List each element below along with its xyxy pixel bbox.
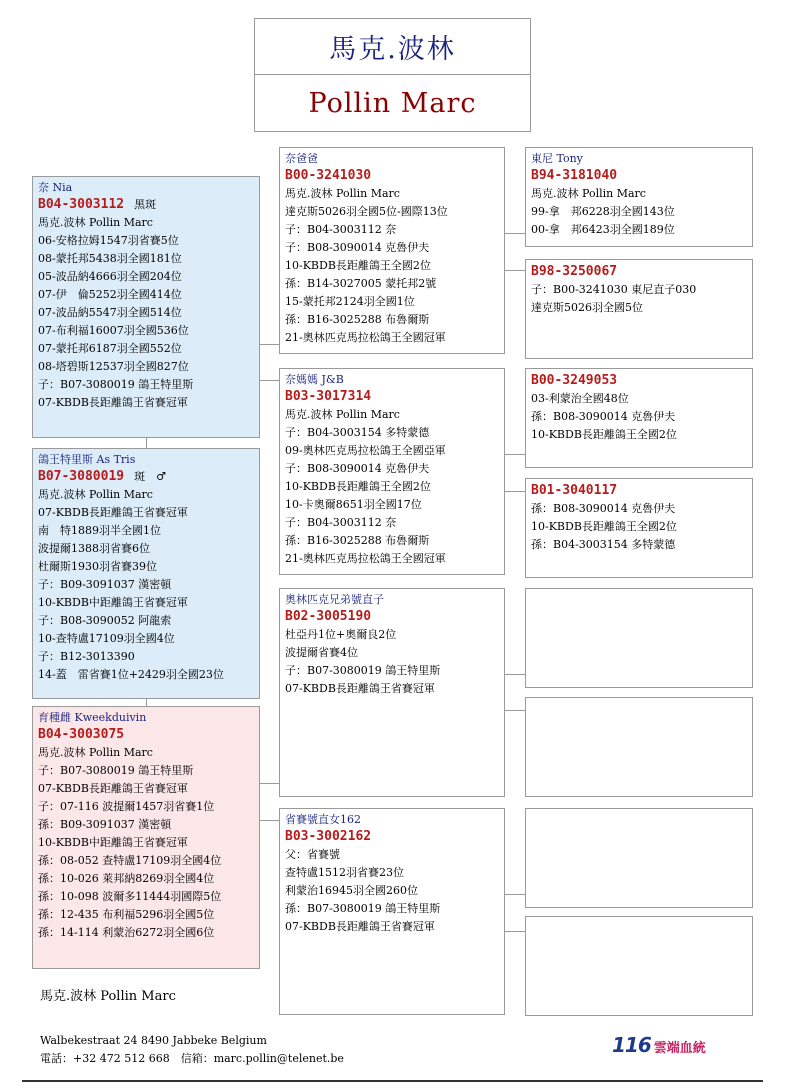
gs-line: 達克斯5026羽全國5位-國際13位 xyxy=(285,205,448,218)
gs-line: 馬克.波林 Pollin Marc xyxy=(285,187,400,200)
gs-line: 10-KBDB長距離鴿王全國2位 xyxy=(285,480,431,493)
sire-color: 斑 ♂ xyxy=(134,470,166,483)
ggp-line: 03-利蒙治全國48位 xyxy=(531,392,629,405)
connector xyxy=(504,233,525,234)
sire-line: 14-蓋 雷省賽1位+2429羽全國23位 xyxy=(38,668,224,681)
contact-info: 電話：+32 472 512 668 信箱：marc.pollin@telenet.be xyxy=(40,1052,344,1065)
gs-line: 15-蒙托邦2124羽全國1位 xyxy=(285,295,415,308)
connector xyxy=(259,820,280,821)
sire-line: 子：B12-3013390 xyxy=(38,650,135,663)
ggp-card-8 xyxy=(525,916,753,1016)
sire-ring: B07-3080019 斑 ♂ xyxy=(38,469,166,484)
sire-line: 波提爾1388羽省賽6位 xyxy=(38,542,150,555)
title-box xyxy=(254,18,531,132)
connector xyxy=(504,454,525,455)
subject-line: 07-波品納5547羽全國514位 xyxy=(38,306,182,319)
subject-line: 07-KBDB長距離鴿王省賽冠軍 xyxy=(38,396,188,409)
gs-line: 父：省賽號 xyxy=(285,848,340,861)
subject-line: 子：B07-3080019 鴿王特里斯 xyxy=(38,378,194,391)
title-english: Pollin Marc xyxy=(308,87,477,119)
sire-line: 子：B09-3091037 漢密頓 xyxy=(38,578,172,591)
gs-line: 杜亞丹1位+奧爾良2位 xyxy=(285,628,397,641)
dam-line: 孫：10-026 萊邦納8269羽全國4位 xyxy=(38,872,215,885)
granddam-paternal-card xyxy=(279,368,505,575)
breeder-name: 馬克.波林 Pollin Marc xyxy=(40,989,176,1004)
granddam-paternal-ring: B03-3017314 xyxy=(285,389,372,404)
gs-line: 21-奧林匹克馬拉松鴿王全國冠軍 xyxy=(285,331,446,344)
dam-line: 07-KBDB長距離鴿王省賽冠軍 xyxy=(38,782,188,795)
connector xyxy=(259,783,280,784)
gs-line: 10-KBDB長距離鴿王全國2位 xyxy=(285,259,431,272)
connector xyxy=(504,674,525,675)
sire-line: 南 特1889羽半全國1位 xyxy=(38,524,161,537)
logo xyxy=(612,1033,722,1055)
sire-line: 馬克.波林 Pollin Marc xyxy=(38,488,153,501)
gs-line: 孫：B07-3080019 鴿王特里斯 xyxy=(285,902,441,915)
subject-line: 07-蒙托邦6187羽全國552位 xyxy=(38,342,182,355)
grandsire-paternal-name: 奈爸爸 xyxy=(285,152,318,165)
ggp-line: 孫：B08-3090014 克魯伊夫 xyxy=(531,502,676,515)
subject-line: 馬克.波林 Pollin Marc xyxy=(38,216,153,229)
dam-line: 馬克.波林 Pollin Marc xyxy=(38,746,153,759)
ggp-card-3 xyxy=(525,368,753,468)
gs-line: 子：B04-3003112 奈 xyxy=(285,516,397,529)
granddam-paternal-name: 奈媽媽 J&B xyxy=(285,373,344,386)
contact-block xyxy=(40,1032,344,1068)
subject-line: 05-波品納4666羽全國204位 xyxy=(38,270,182,283)
logo-text: 雲端血統 xyxy=(653,1041,706,1056)
sire-line: 杜爾斯1930羽省賽39位 xyxy=(38,560,157,573)
granddam-maternal-ring: B03-3002162 xyxy=(285,829,372,844)
gs-line: 07-KBDB長距離鴿王省賽冠軍 xyxy=(285,920,435,933)
ggp-name: 東尼 Tony xyxy=(531,152,583,165)
ggp-card-7 xyxy=(525,808,753,908)
sire-line: 子：B08-3090052 阿龍索 xyxy=(38,614,172,627)
ggp-ring: B00-3249053 xyxy=(531,373,618,388)
gs-line: 孫：B16-3025288 布魯爾斯 xyxy=(285,534,430,547)
dam-line: 子：07-116 波提爾1457羽省賽1位 xyxy=(38,800,215,813)
ggp-card-6 xyxy=(525,697,753,797)
dam-name: 育種雌 Kweekduivin xyxy=(38,711,147,724)
sire-card xyxy=(32,448,260,699)
ggp-line: 達克斯5026羽全國5位 xyxy=(531,301,643,314)
dam-line: 10-KBDB中距離鴿王省賽冠軍 xyxy=(38,836,188,849)
dam-line: 孫：14-114 利蒙治6272羽全國6位 xyxy=(38,926,215,939)
sire-line: 10-查特盧17109羽全國4位 xyxy=(38,632,175,645)
subject-line: 07-布利福16007羽全國536位 xyxy=(38,324,189,337)
ggp-ring: B98-3250067 xyxy=(531,264,618,279)
gs-line: 子：B08-3090014 克魯伊夫 xyxy=(285,241,430,254)
dam-line: 子：B07-3080019 鴿王特里斯 xyxy=(38,764,194,777)
ggp-line: 10-KBDB長距離鴿王全國2位 xyxy=(531,428,677,441)
gs-line: 利蒙治16945羽全國260位 xyxy=(285,884,418,897)
ggp-ring: B94-3181040 xyxy=(531,168,618,183)
gs-line: 查特盧1512羽省賽23位 xyxy=(285,866,404,879)
subject-line: 06-安格拉姆1547羽省賽5位 xyxy=(38,234,179,247)
grandsire-paternal-ring: B00-3241030 xyxy=(285,168,372,183)
ggp-line: 孫：B08-3090014 克魯伊夫 xyxy=(531,410,676,423)
connector xyxy=(504,710,525,711)
gs-line: 10-卡奧爾8651羽全國17位 xyxy=(285,498,422,511)
subject-color: 黑斑 xyxy=(134,198,157,211)
grandsire-maternal-name: 奧林匹克兄弟號直子 xyxy=(285,593,384,606)
gs-line: 09-奧林匹克馬拉松鴿王全國亞軍 xyxy=(285,444,446,457)
dam-card xyxy=(32,706,260,969)
grandsire-paternal-card xyxy=(279,147,505,354)
connector xyxy=(504,931,525,932)
connector xyxy=(504,491,525,492)
ggp-line: 馬克.波林 Pollin Marc xyxy=(531,187,646,200)
sire-line: 07-KBDB長距離鴿王省賽冠軍 xyxy=(38,506,188,519)
granddam-maternal-card xyxy=(279,808,505,1015)
connector xyxy=(259,344,280,345)
dam-line: 孫：10-098 波爾多11444羽國際5位 xyxy=(38,890,222,903)
dam-ring: B04-3003075 xyxy=(38,727,125,742)
grandsire-maternal-ring: B02-3005190 xyxy=(285,609,372,624)
address: Walbekestraat 24 8490 Jabbeke Belgium xyxy=(40,1034,267,1047)
gs-line: 子：B04-3003154 多特蒙德 xyxy=(285,426,430,439)
gs-line: 21-奧林匹克馬拉松鴿王全國冠軍 xyxy=(285,552,446,565)
subject-line: 07-伊 倫5252羽全國414位 xyxy=(38,288,182,301)
granddam-maternal-name: 省賽號直女162 xyxy=(285,813,361,826)
gs-line: 馬克.波林 Pollin Marc xyxy=(285,408,400,421)
dam-line: 孫：08-052 查特盧17109羽全國4位 xyxy=(38,854,222,867)
title-chinese: 馬克.波林 xyxy=(255,19,530,75)
subject-card xyxy=(32,176,260,438)
gs-line: 子：B08-3090014 克魯伊夫 xyxy=(285,462,430,475)
grandsire-maternal-card xyxy=(279,588,505,797)
divider xyxy=(22,1080,763,1082)
ggp-line: 孫：B04-3003154 多特蒙德 xyxy=(531,538,676,551)
ggp-line: 99-拿 邦6228羽全國143位 xyxy=(531,205,675,218)
ggp-ring: B01-3040117 xyxy=(531,483,618,498)
logo-number: 116 xyxy=(612,1033,651,1057)
subject-name: 奈 Nia xyxy=(38,181,73,194)
ggp-card-1 xyxy=(525,147,753,247)
connector xyxy=(504,270,525,271)
dam-line: 孫：12-435 布利福5296羽全國5位 xyxy=(38,908,215,921)
connector xyxy=(504,894,525,895)
subject-line: 08-塔碧斯12537羽全國827位 xyxy=(38,360,189,373)
dam-line: 孫：B09-3091037 漢密頓 xyxy=(38,818,172,831)
gs-line: 波提爾省賽4位 xyxy=(285,646,358,659)
ggp-line: 10-KBDB長距離鴿王全國2位 xyxy=(531,520,677,533)
ggp-card-5 xyxy=(525,588,753,688)
connector xyxy=(259,380,280,381)
ggp-line: 00-拿 邦6423羽全國189位 xyxy=(531,223,675,236)
gs-line: 孫：B16-3025288 布魯爾斯 xyxy=(285,313,430,326)
gs-line: 07-KBDB長距離鴿王省賽冠軍 xyxy=(285,682,435,695)
gs-line: 子：B04-3003112 奈 xyxy=(285,223,397,236)
gs-line: 子：B07-3080019 鴿王特里斯 xyxy=(285,664,441,677)
ggp-card-2 xyxy=(525,259,753,359)
sire-line: 10-KBDB中距離鴿王省賽冠軍 xyxy=(38,596,188,609)
gs-line: 孫：B14-3027005 蒙托邦2號 xyxy=(285,277,437,290)
subject-line: 08-蒙托邦5438羽全國181位 xyxy=(38,252,182,265)
subject-ring: B04-3003112 黑斑 xyxy=(38,197,157,212)
sire-name: 鴿王特里斯 As Tris xyxy=(38,453,136,466)
ggp-line: 子：B00-3241030 東尼直子030 xyxy=(531,283,697,296)
ggp-card-4 xyxy=(525,478,753,578)
